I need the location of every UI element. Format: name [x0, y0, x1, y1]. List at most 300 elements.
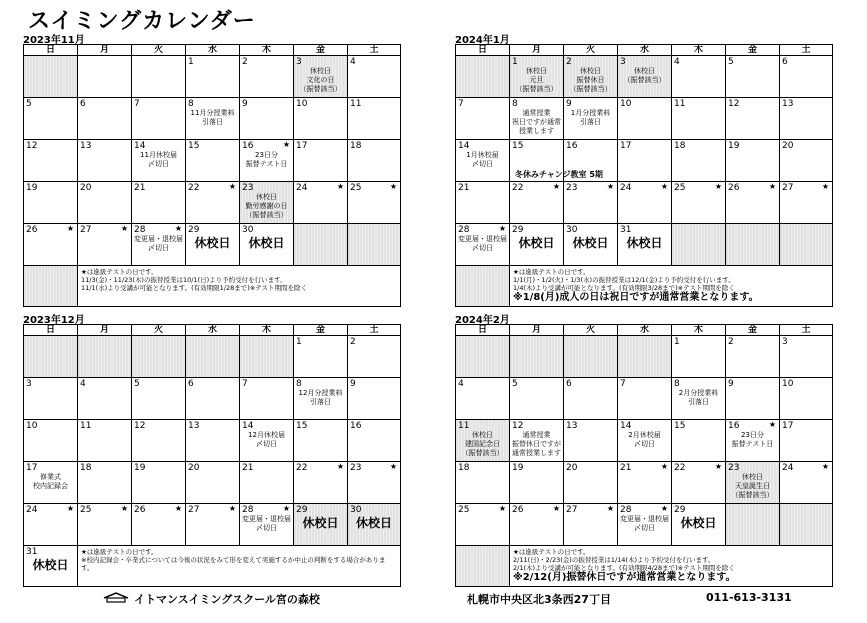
- day-number: 7: [458, 99, 464, 109]
- note-line: 1/1(月)・1/2(火)・1/3(水)の振替授業は12/1(金)より予約受付を行います。: [513, 276, 735, 284]
- event-text: 11月分授業料 引落日: [190, 109, 235, 126]
- day-cell: [348, 140, 401, 182]
- day-cell: [186, 462, 240, 504]
- month-label: 2023年12月: [23, 315, 85, 326]
- day-number: 21: [134, 183, 146, 193]
- day-number: 27: [188, 505, 200, 515]
- day-number: 18: [80, 463, 92, 473]
- week-row: [24, 420, 401, 462]
- day-cell: [510, 224, 564, 266]
- day-cell: [348, 336, 401, 378]
- weekday-header: 水: [186, 325, 240, 336]
- event-text: 1月分授業料 引落日: [570, 109, 611, 126]
- day-cell: [78, 420, 132, 462]
- week-row: [456, 98, 833, 140]
- day-cell: [132, 420, 186, 462]
- day-number: 14: [242, 421, 254, 431]
- day-cell: [618, 56, 672, 98]
- weekday-header: 木: [672, 45, 726, 56]
- weekday-header-row: [456, 325, 833, 336]
- day-cell: [456, 140, 510, 182]
- day-cell: [456, 98, 510, 140]
- day-cell: [240, 140, 294, 182]
- day-cell: [24, 420, 78, 462]
- weekday-header: 月: [78, 45, 132, 56]
- day-cell: [672, 224, 726, 266]
- test-star-icon: ★: [336, 462, 344, 471]
- test-star-icon: ★: [120, 224, 128, 233]
- day-cell: [672, 462, 726, 504]
- day-cell: [510, 56, 564, 98]
- week-row: [24, 56, 401, 98]
- week-row: [456, 56, 833, 98]
- day-number: 21: [620, 463, 632, 473]
- day-number: 18: [458, 463, 470, 473]
- footer-phone: 011-613-3131: [706, 591, 792, 604]
- weekday-header-row: [456, 45, 833, 56]
- day-number: 26: [728, 183, 740, 193]
- weekday-header: 火: [132, 45, 186, 56]
- event-text: 休校日 文化の日 （振替該当）: [299, 67, 342, 93]
- day-number: 13: [188, 421, 200, 431]
- weekday-header: 土: [348, 45, 401, 56]
- test-star-icon: ★: [282, 140, 290, 149]
- note-cell: [78, 546, 401, 587]
- day-cell: [294, 504, 348, 546]
- calendar-table: [455, 44, 833, 307]
- day-number: 30: [242, 225, 254, 235]
- day-cell: [564, 504, 618, 546]
- event-text: 2月分授業料 引落日: [678, 389, 719, 406]
- day-cell: [618, 336, 672, 378]
- test-star-icon: ★: [228, 504, 236, 513]
- day-cell: [726, 462, 780, 504]
- day-number: 31: [26, 547, 38, 557]
- footer-address: 札幌市中央区北3条西27丁目: [467, 593, 611, 606]
- day-cell: [294, 224, 348, 266]
- weekday-header: 水: [618, 325, 672, 336]
- test-star-icon: ★: [660, 462, 668, 471]
- event-text: 休校日 建国記念日 （振替該当）: [461, 431, 504, 457]
- note-side-cell: [24, 546, 78, 587]
- day-cell: [726, 378, 780, 420]
- day-cell: [456, 462, 510, 504]
- day-cell: [510, 462, 564, 504]
- day-number: 17: [296, 141, 308, 151]
- day-cell: [78, 504, 132, 546]
- day-number: 8: [674, 379, 680, 389]
- day-number: 3: [296, 57, 302, 67]
- day-cell: [564, 420, 618, 462]
- day-cell: [240, 462, 294, 504]
- weekday-header: 月: [510, 45, 564, 56]
- event-text: 変更届・退校届 〆切日: [134, 235, 183, 252]
- day-number: 1: [674, 337, 680, 347]
- event-text: 休校日 元旦 （振替該当）: [515, 67, 558, 93]
- note-side-cell: [456, 266, 510, 307]
- day-cell: [294, 56, 348, 98]
- banner-text: 冬休みチャンジ教室 5期: [515, 170, 603, 179]
- week-row: [24, 224, 401, 266]
- day-number: 5: [728, 57, 734, 67]
- note-side-cell: [24, 266, 78, 307]
- day-cell: [672, 504, 726, 546]
- test-star-icon: ★: [768, 182, 776, 191]
- day-cell: [240, 504, 294, 546]
- day-number: 7: [242, 379, 248, 389]
- week-row: [24, 98, 401, 140]
- note-line: ※校内記録会・卒業式については今後の状況をみて形を変えて実施するか中止の判断をする場合があります。: [81, 556, 386, 572]
- day-cell: [186, 336, 240, 378]
- calendar-table: [455, 324, 833, 587]
- day-number: 12: [26, 141, 38, 151]
- week-row: [456, 140, 833, 182]
- event-text: 1月休校届 〆切日: [466, 151, 499, 168]
- day-cell: [294, 140, 348, 182]
- calendar-notes: [78, 266, 400, 294]
- event-text: 23日分 振替テスト日: [245, 151, 288, 168]
- test-star-icon: ★: [768, 420, 776, 429]
- day-cell: [564, 98, 618, 140]
- day-number: 27: [566, 505, 578, 515]
- day-number: 8: [512, 99, 518, 109]
- day-number: 20: [80, 183, 92, 193]
- day-number: 15: [512, 141, 524, 151]
- test-star-icon: ★: [821, 462, 829, 471]
- day-cell: [456, 336, 510, 378]
- note-row: [24, 546, 401, 587]
- day-number: 23: [566, 183, 578, 193]
- day-number: 21: [458, 183, 470, 193]
- note-line: 11/3(金)・11/23(木)の振替授業は10/1(日)より予約受付を行います。: [81, 276, 287, 284]
- day-cell: [564, 182, 618, 224]
- weekday-header: 金: [294, 45, 348, 56]
- day-number: 24: [26, 505, 38, 515]
- day-number: 22: [296, 463, 308, 473]
- test-star-icon: ★: [714, 182, 722, 191]
- day-cell: [726, 504, 780, 546]
- day-number: 5: [26, 99, 32, 109]
- day-cell: [780, 56, 833, 98]
- day-number: 7: [620, 379, 626, 389]
- day-number: 19: [512, 463, 524, 473]
- day-cell: [510, 420, 564, 462]
- day-number: 19: [134, 463, 146, 473]
- day-number: 5: [512, 379, 518, 389]
- day-cell: [186, 224, 240, 266]
- day-cell: [24, 336, 78, 378]
- calendar-notes: [510, 546, 832, 586]
- day-cell: [456, 224, 510, 266]
- week-row: [456, 462, 833, 504]
- week-row: [24, 462, 401, 504]
- day-cell: [672, 182, 726, 224]
- day-cell: [780, 140, 833, 182]
- week-row: [456, 420, 833, 462]
- day-cell: [24, 182, 78, 224]
- day-cell: [240, 378, 294, 420]
- day-cell: [780, 336, 833, 378]
- event-text: 通常授業 振替休日ですが通常授業します: [512, 431, 561, 457]
- day-number: 6: [566, 379, 572, 389]
- weekday-header: 水: [618, 45, 672, 56]
- day-number: 27: [80, 225, 92, 235]
- day-cell: [78, 378, 132, 420]
- day-cell: [132, 504, 186, 546]
- week-row: [456, 224, 833, 266]
- day-cell: [132, 224, 186, 266]
- day-number: 3: [620, 57, 626, 67]
- day-number: 23: [728, 463, 740, 473]
- day-cell: [618, 420, 672, 462]
- day-number: 28: [134, 225, 146, 235]
- test-star-icon: ★: [821, 182, 829, 191]
- day-cell: [618, 378, 672, 420]
- day-number: 2: [728, 337, 734, 347]
- day-cell: [618, 182, 672, 224]
- day-number: 4: [350, 57, 356, 67]
- event-text: 休校日 （振替該当）: [623, 67, 666, 84]
- day-number: 20: [188, 463, 200, 473]
- event-text: 11月休校届 〆切日: [140, 151, 177, 168]
- day-number: 10: [620, 99, 632, 109]
- day-number: 17: [782, 421, 794, 431]
- day-cell: [726, 140, 780, 182]
- event-text: 休校日: [32, 558, 69, 572]
- day-number: 2: [566, 57, 572, 67]
- day-cell: [672, 378, 726, 420]
- day-number: 18: [674, 141, 686, 151]
- day-number: 10: [26, 421, 38, 431]
- week-row: [24, 140, 401, 182]
- weekday-header: 木: [672, 325, 726, 336]
- calendar-notes: [78, 546, 400, 574]
- weekday-header: 月: [78, 325, 132, 336]
- day-number: 26: [26, 225, 38, 235]
- weekday-header: 日: [24, 45, 78, 56]
- day-cell: [240, 98, 294, 140]
- day-cell: [132, 140, 186, 182]
- day-cell: [132, 182, 186, 224]
- day-number: 6: [782, 57, 788, 67]
- day-number: 16: [728, 421, 740, 431]
- day-number: 6: [188, 379, 194, 389]
- event-text: 休校日: [518, 236, 555, 250]
- day-cell: [132, 336, 186, 378]
- note-row: [24, 266, 401, 307]
- day-number: 29: [674, 505, 686, 515]
- day-number: 3: [782, 337, 788, 347]
- day-number: 19: [728, 141, 740, 151]
- day-number: 1: [296, 337, 302, 347]
- calendar-table: [23, 324, 401, 587]
- day-number: 25: [80, 505, 92, 515]
- day-cell: [240, 420, 294, 462]
- test-star-icon: ★: [66, 504, 74, 513]
- day-cell: [726, 98, 780, 140]
- day-cell: [672, 420, 726, 462]
- day-cell: [510, 182, 564, 224]
- day-number: 16: [350, 421, 362, 431]
- day-cell: [240, 224, 294, 266]
- day-number: 15: [188, 141, 200, 151]
- day-number: 12: [134, 421, 146, 431]
- day-number: 24: [620, 183, 632, 193]
- day-number: 31: [620, 225, 632, 235]
- day-number: 15: [296, 421, 308, 431]
- page-title: スイミングカレンダー: [28, 9, 256, 34]
- event-text: 変更届・退校届 〆切日: [620, 515, 669, 532]
- day-number: 21: [242, 463, 254, 473]
- day-cell: [780, 98, 833, 140]
- event-text: 休校日 勤労感謝の日 （振替該当）: [245, 193, 288, 219]
- note-side-cell: [456, 546, 510, 587]
- day-cell: [186, 378, 240, 420]
- day-number: 2: [350, 337, 356, 347]
- day-number: 9: [728, 379, 734, 389]
- note-line: 11/1(水)より受講が可能となります。(有効期限1/28まで)※テスト期間を除く: [81, 284, 308, 292]
- day-cell: [132, 378, 186, 420]
- day-cell: [726, 182, 780, 224]
- day-cell: [78, 182, 132, 224]
- day-number: 4: [80, 379, 86, 389]
- note-line: 2/1(木)より受講が可能となります。(有効期限4/28まで)※テスト期間を除く: [513, 564, 735, 572]
- day-cell: [780, 420, 833, 462]
- day-number: 22: [188, 183, 200, 193]
- day-number: 14: [134, 141, 146, 151]
- event-text: 休校日: [355, 516, 392, 530]
- test-star-icon: ★: [606, 182, 614, 191]
- event-text: 休校日: [626, 236, 663, 250]
- test-star-icon: ★: [714, 462, 722, 471]
- day-cell: [780, 224, 833, 266]
- week-row: [24, 504, 401, 546]
- day-number: 9: [242, 99, 248, 109]
- event-text: 修業式 校内記録会: [33, 473, 68, 490]
- weekday-header: 日: [456, 45, 510, 56]
- event-text: 休校日: [572, 236, 609, 250]
- test-star-icon: ★: [336, 182, 344, 191]
- day-cell: [456, 504, 510, 546]
- month-label: 2024年1月: [455, 35, 510, 46]
- day-cell: [456, 182, 510, 224]
- day-cell: [456, 56, 510, 98]
- day-cell: [726, 336, 780, 378]
- day-cell: [510, 336, 564, 378]
- day-cell: [780, 378, 833, 420]
- day-number: 4: [458, 379, 464, 389]
- note-row: [456, 546, 833, 587]
- note-row: [456, 266, 833, 307]
- day-number: 2: [242, 57, 248, 67]
- day-number: 29: [512, 225, 524, 235]
- footer-school-name: イトマンスイミングスクール宮の森校: [134, 593, 320, 606]
- day-number: 30: [566, 225, 578, 235]
- day-cell: [294, 336, 348, 378]
- day-number: 23: [242, 183, 254, 193]
- day-cell: [348, 182, 401, 224]
- day-cell: [78, 336, 132, 378]
- day-cell: [78, 98, 132, 140]
- day-number: 8: [188, 99, 194, 109]
- day-cell: [78, 56, 132, 98]
- event-text: 変更届・退校届 〆切日: [458, 235, 507, 252]
- test-star-icon: ★: [660, 504, 668, 513]
- day-cell: [294, 462, 348, 504]
- weekday-header: 金: [294, 325, 348, 336]
- week-row: [456, 182, 833, 224]
- weekday-header-row: [24, 45, 401, 56]
- event-text: 休校日: [302, 516, 339, 530]
- day-cell: [24, 378, 78, 420]
- day-number: 6: [80, 99, 86, 109]
- day-cell: [186, 182, 240, 224]
- day-number: 12: [512, 421, 524, 431]
- week-row: [456, 336, 833, 378]
- day-number: 24: [296, 183, 308, 193]
- note-line: 1/4(木)より受講が可能となります。(有効期限3/28まで)※テスト期間を除く: [513, 284, 735, 292]
- test-star-icon: ★: [660, 182, 668, 191]
- day-number: 23: [350, 463, 362, 473]
- month-label: 2024年2月: [455, 315, 510, 326]
- day-number: 24: [782, 463, 794, 473]
- day-cell: [78, 140, 132, 182]
- weekday-header: 土: [780, 45, 833, 56]
- day-cell: [672, 56, 726, 98]
- note-line: ★は進級テストの日です。: [513, 548, 590, 556]
- weekday-header: 金: [726, 325, 780, 336]
- day-cell: [780, 182, 833, 224]
- day-number: 7: [134, 99, 140, 109]
- note-highlight: ※1/8(月)成人の日は祝日ですが通常営業となります。: [513, 292, 759, 303]
- day-number: 19: [26, 183, 38, 193]
- day-cell: [24, 56, 78, 98]
- note-cell: [510, 546, 833, 587]
- day-number: 11: [350, 99, 362, 109]
- note-cell: [510, 266, 833, 307]
- day-number: 13: [782, 99, 794, 109]
- day-number: 28: [620, 505, 632, 515]
- day-cell: [510, 98, 564, 140]
- day-cell: [132, 56, 186, 98]
- test-star-icon: ★: [228, 182, 236, 191]
- day-number: 8: [296, 379, 302, 389]
- day-number: 16: [566, 141, 578, 151]
- day-number: 25: [458, 505, 470, 515]
- event-text: 23日分 振替テスト日: [731, 431, 774, 448]
- day-cell: [132, 462, 186, 504]
- week-row: [456, 378, 833, 420]
- day-cell: [348, 504, 401, 546]
- day-number: 30: [350, 505, 362, 515]
- weekday-header: 金: [726, 45, 780, 56]
- day-cell: [348, 56, 401, 98]
- day-number: 1: [512, 57, 518, 67]
- day-number: 3: [26, 379, 32, 389]
- weekday-header: 水: [186, 45, 240, 56]
- weekday-header: 木: [240, 325, 294, 336]
- day-number: 25: [674, 183, 686, 193]
- event-text: 12月分授業料 引落日: [298, 389, 343, 406]
- week-row: [24, 182, 401, 224]
- day-number: 13: [566, 421, 578, 431]
- day-cell: [618, 504, 672, 546]
- test-star-icon: ★: [498, 504, 506, 513]
- day-number: 9: [350, 379, 356, 389]
- day-cell: [240, 182, 294, 224]
- day-number: 10: [782, 379, 794, 389]
- day-cell: [294, 98, 348, 140]
